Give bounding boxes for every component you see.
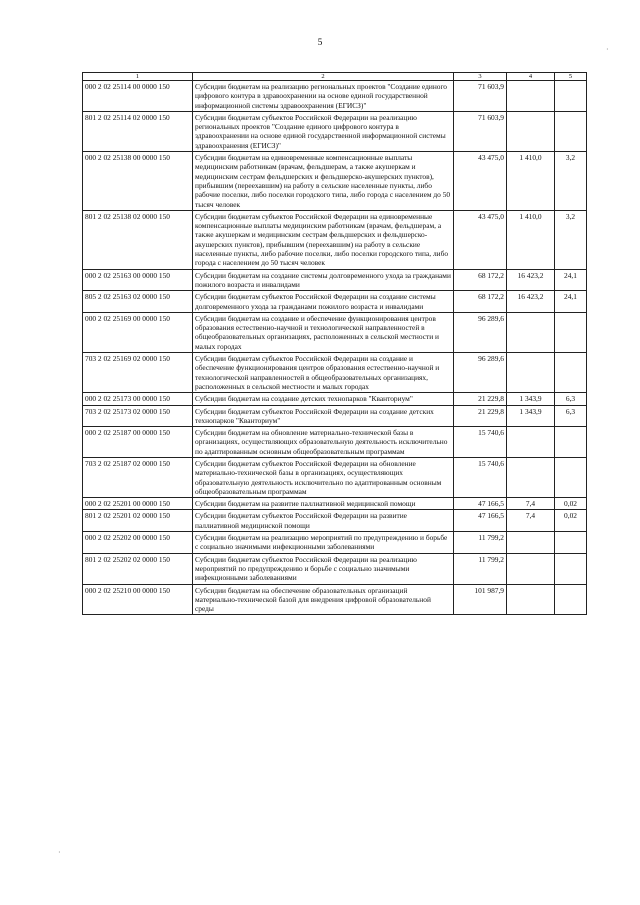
table-row <box>83 81 587 112</box>
header-cell: 1 <box>83 73 193 81</box>
name-cell: Субсидии бюджетам субъектов Российской Федерации на развитие паллиативной медицинской помощи <box>193 510 454 532</box>
code-cell: 801 2 02 25201 02 0000 150 <box>83 510 193 532</box>
table-row <box>83 393 587 405</box>
percent-cell: 0,02 <box>555 510 587 532</box>
code-cell: 703 2 02 25173 02 0000 150 <box>83 405 193 427</box>
table-row <box>83 269 587 291</box>
plan-cell: 47 166,5 <box>454 510 507 532</box>
table-row <box>83 457 587 497</box>
fact-cell: 7,4 <box>507 498 555 510</box>
percent-cell: 3,2 <box>555 210 587 269</box>
budget-table <box>82 72 587 615</box>
percent-cell <box>555 553 587 584</box>
scan-speck: · <box>58 848 61 857</box>
fact-cell: 1 410,0 <box>507 152 555 211</box>
name-cell: Субсидии бюджетам субъектов Российской Федерации на обновление материально-технической базы в организациях, осуществляющих образовательную деятельность исключительно по адаптированным основным общеобразовательным программам <box>193 457 454 497</box>
fact-cell <box>507 81 555 112</box>
code-cell: 801 2 02 25138 02 0000 150 <box>83 210 193 269</box>
name-cell: Субсидии бюджетам субъектов Российской Федерации на единовременные компенсационные выплаты медицинским работникам (врачам, фельдшерам, а также акушеркам и медицинским сестрам фельдшерских и фельдшерско-акушерских пунктов), прибывшим (переехавшим) на работу в сельские населенные пункты, либо рабочие поселки, либо поселки городского типа, либо города с населением до 50 тысяч человек <box>193 210 454 269</box>
name-cell: Субсидии бюджетам на реализацию региональных проектов "Создание единого цифрового контура в здравоохранении на основе единой государственной информационной системы здравоохранения (ЕГИСЗ)" <box>193 81 454 112</box>
fact-cell <box>507 427 555 458</box>
plan-cell: 96 289,6 <box>454 312 507 352</box>
fact-cell: 1 343,9 <box>507 393 555 405</box>
table-row <box>83 152 587 211</box>
name-cell: Субсидии бюджетам на единовременные компенсационные выплаты медицинским работникам (врачам, фельдшерам, а также акушеркам и медицинским сестрам фельдшерских и фельдшерско-акушерских пунктов), прибывшим (переехавшим) на работу в сельские населенные пункты, либо рабочие поселки, либо поселки городского типа, либо города с населением до 50 тысяч человек <box>193 152 454 211</box>
fact-cell: 16 423,2 <box>507 291 555 313</box>
plan-cell: 21 229,8 <box>454 393 507 405</box>
code-cell: 703 2 02 25169 02 0000 150 <box>83 353 193 393</box>
table-row <box>83 291 587 313</box>
percent-cell <box>555 584 587 615</box>
table-row <box>83 553 587 584</box>
fact-cell: 16 423,2 <box>507 269 555 291</box>
percent-cell <box>555 457 587 497</box>
percent-cell: 24,1 <box>555 291 587 313</box>
code-cell: 000 2 02 25187 00 0000 150 <box>83 427 193 458</box>
name-cell: Субсидии бюджетам на создание системы долговременного ухода за гражданами пожилого возраста и инвалидами <box>193 269 454 291</box>
table-row <box>83 405 587 427</box>
plan-cell: 71 603,9 <box>454 111 507 151</box>
fact-cell: 1 343,9 <box>507 405 555 427</box>
table-row <box>83 427 587 458</box>
fact-cell: 1 410,0 <box>507 210 555 269</box>
code-cell: 000 2 02 25173 00 0000 150 <box>83 393 193 405</box>
fact-cell <box>507 111 555 151</box>
table-row <box>83 111 587 151</box>
name-cell: Субсидии бюджетам на создание и обеспечение функционирования центров образования естественно-научной и технологической направленностей в общеобразовательных организациях, расположенных в сельской местности и малых городах <box>193 312 454 352</box>
fact-cell <box>507 457 555 497</box>
fact-cell <box>507 532 555 554</box>
table-row <box>83 532 587 554</box>
code-cell: 000 2 02 25138 00 0000 150 <box>83 152 193 211</box>
plan-cell: 43 475,0 <box>454 152 507 211</box>
name-cell: Субсидии бюджетам субъектов Российской Федерации на реализацию мероприятий по предупреждению и борьбе с социально значимыми инфекционными заболеваниями <box>193 553 454 584</box>
plan-cell: 68 172,2 <box>454 291 507 313</box>
percent-cell: 0,02 <box>555 498 587 510</box>
plan-cell: 47 166,5 <box>454 498 507 510</box>
code-cell: 703 2 02 25187 02 0000 150 <box>83 457 193 497</box>
page-number: 5 <box>317 38 323 48</box>
fact-cell <box>507 353 555 393</box>
name-cell: Субсидии бюджетам субъектов Российской Федерации на создание детских технопарков "Кванториум" <box>193 405 454 427</box>
code-cell: 000 2 02 25114 00 0000 150 <box>83 81 193 112</box>
scan-speck: · <box>606 45 609 54</box>
table-row <box>83 498 587 510</box>
percent-cell: 6,3 <box>555 405 587 427</box>
plan-cell: 101 987,9 <box>454 584 507 615</box>
percent-cell: 3,2 <box>555 152 587 211</box>
fact-cell: 7,4 <box>507 510 555 532</box>
plan-cell: 43 475,0 <box>454 210 507 269</box>
plan-cell: 11 799,2 <box>454 553 507 584</box>
table-row <box>83 584 587 615</box>
percent-cell <box>555 111 587 151</box>
name-cell: Субсидии бюджетам на обновление материально-технической базы в организациях, осуществляющих образовательную деятельность исключительно по адаптированным основным общеобразовательным программам <box>193 427 454 458</box>
percent-cell <box>555 532 587 554</box>
percent-cell <box>555 81 587 112</box>
table-header-row <box>83 73 587 81</box>
plan-cell: 21 229,8 <box>454 405 507 427</box>
table-row <box>83 312 587 352</box>
code-cell: 000 2 02 25169 00 0000 150 <box>83 312 193 352</box>
plan-cell: 15 740,6 <box>454 427 507 458</box>
code-cell: 000 2 02 25202 00 0000 150 <box>83 532 193 554</box>
code-cell: 000 2 02 25210 00 0000 150 <box>83 584 193 615</box>
name-cell: Субсидии бюджетам на создание детских технопарков "Кванториум" <box>193 393 454 405</box>
name-cell: Субсидии бюджетам субъектов Российской Федерации на создание и обеспечение функционирования центров образования естественно-научной и технологической направленностей в общеобразовательных организациях, расположенных в сельской местности и малых городах <box>193 353 454 393</box>
header-cell: 4 <box>507 73 555 81</box>
percent-cell: 24,1 <box>555 269 587 291</box>
code-cell: 805 2 02 25163 02 0000 150 <box>83 291 193 313</box>
plan-cell: 68 172,2 <box>454 269 507 291</box>
name-cell: Субсидии бюджетам на развитие паллиативной медицинской помощи <box>193 498 454 510</box>
header-cell: 2 <box>193 73 454 81</box>
code-cell: 801 2 02 25202 02 0000 150 <box>83 553 193 584</box>
plan-cell: 15 740,6 <box>454 457 507 497</box>
plan-cell: 71 603,9 <box>454 81 507 112</box>
name-cell: Субсидии бюджетам субъектов Российской Федерации на создание системы долговременного ухода за гражданами пожилого возраста и инвалидами <box>193 291 454 313</box>
plan-cell: 11 799,2 <box>454 532 507 554</box>
fact-cell <box>507 584 555 615</box>
name-cell: Субсидии бюджетам субъектов Российской Федерации на реализацию региональных проектов "Создание единого цифрового контура в здравоохранении на основе единой государственной информационной системы здравоохранения (ЕГИСЗ)" <box>193 111 454 151</box>
code-cell: 801 2 02 25114 02 0000 150 <box>83 111 193 151</box>
percent-cell: 6,3 <box>555 393 587 405</box>
name-cell: Субсидии бюджетам на реализацию мероприятий по предупреждению и борьбе с социально значимыми инфекционными заболеваниями <box>193 532 454 554</box>
name-cell: Субсидии бюджетам на обеспечение образовательных организаций материально-технической базой для внедрения цифровой образовательной среды <box>193 584 454 615</box>
fact-cell <box>507 312 555 352</box>
percent-cell <box>555 427 587 458</box>
percent-cell <box>555 353 587 393</box>
header-cell: 5 <box>555 73 587 81</box>
code-cell: 000 2 02 25201 00 0000 150 <box>83 498 193 510</box>
table-row <box>83 353 587 393</box>
percent-cell <box>555 312 587 352</box>
table-row <box>83 210 587 269</box>
fact-cell <box>507 553 555 584</box>
header-cell: 3 <box>454 73 507 81</box>
code-cell: 000 2 02 25163 00 0000 150 <box>83 269 193 291</box>
table-row <box>83 510 587 532</box>
plan-cell: 96 289,6 <box>454 353 507 393</box>
